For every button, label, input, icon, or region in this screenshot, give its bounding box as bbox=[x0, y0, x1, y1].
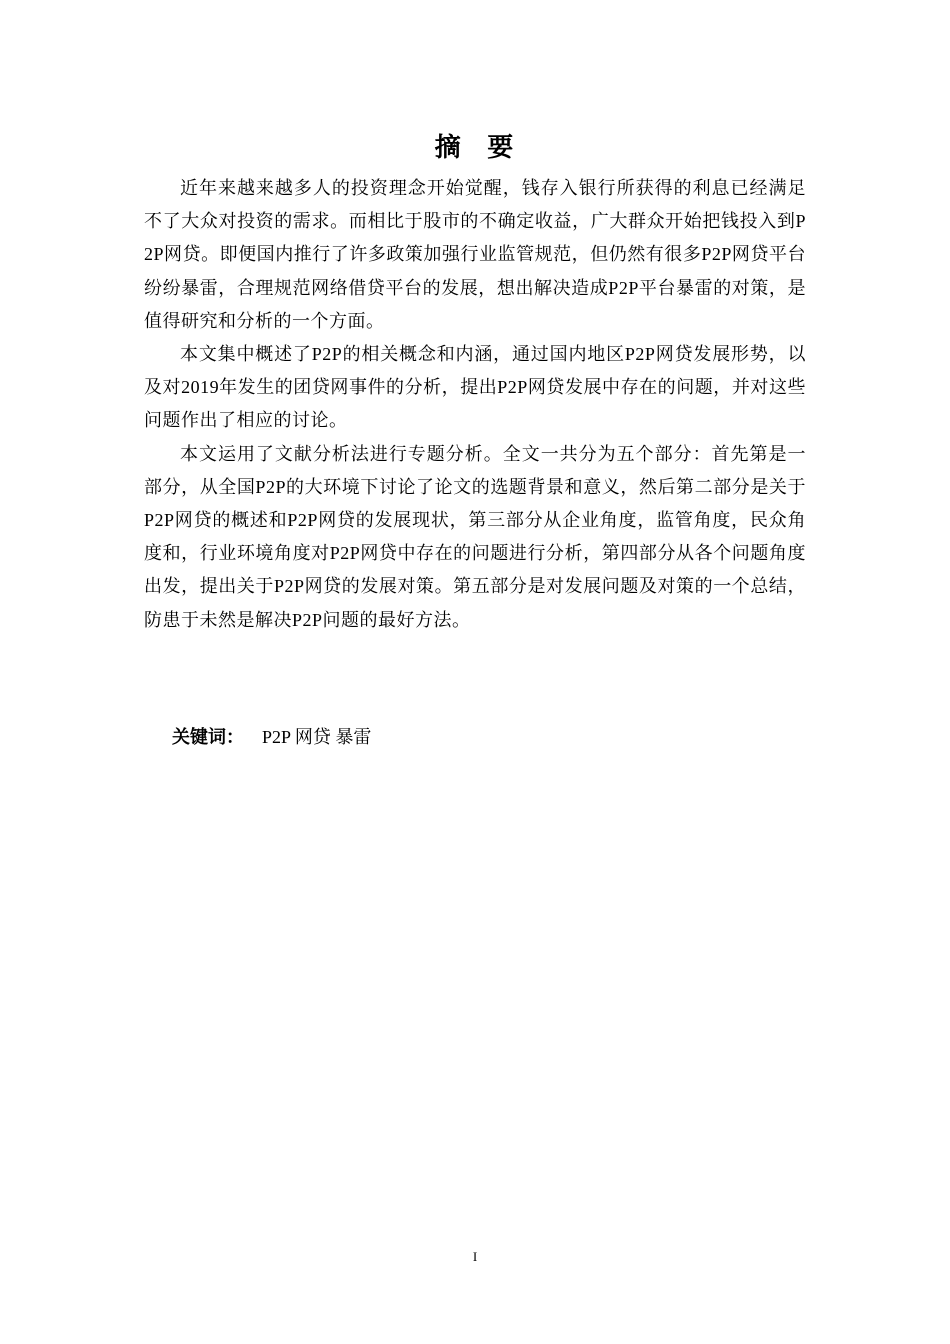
abstract-body bbox=[144, 172, 806, 637]
paragraph-1: 近年来越来越多人的投资理念开始觉醒，钱存入银行所获得的利息已经满足不了大众对投资的需求。而相比于股市的不确定收益，广大群众开始把钱投入到P2P网贷。即便国内推行了许多政策加强行业监管规范，但仍然有很多P2P网贷平台纷纷暴雷，合理规范网络借贷平台的发展，想出解决造成P2P平台暴雷的对策，是值得研究和分析的一个方面。 bbox=[144, 178, 806, 331]
keywords-label: 关键词： bbox=[172, 727, 244, 747]
keywords-line bbox=[172, 722, 371, 752]
page-number: I bbox=[472, 1249, 478, 1264]
paragraph-2: 本文集中概述了P2P的相关概念和内涵，通过国内地区P2P网贷发展形势，以及对2019年发生的团贷网事件的分析，提出P2P网贷发展中存在的问题，并对这些问题作出了相应的讨论。 bbox=[144, 344, 806, 431]
keywords-value: P2P 网贷 暴雷 bbox=[262, 727, 372, 747]
page-title: 摘 要 bbox=[434, 133, 524, 162]
paragraph-3: 本文运用了文献分析法进行专题分析。全文一共分为五个部分：首先第是一部分，从全国P2P的大环境下讨论了论文的选题背景和意义，然后第二部分是关于P2P网贷的概述和P2P网贷的发展现状，第三部分从企业角度，监管角度，民众角度和，行业环境角度对P2P网贷中存在的问题进行分析，第四部分从各个问题角度出发，提出关于P2P网贷的发展对策。第五部分是对发展问题及对策的一个总结，防患于未然是解决P2P问题的最好方法。 bbox=[144, 443, 806, 630]
